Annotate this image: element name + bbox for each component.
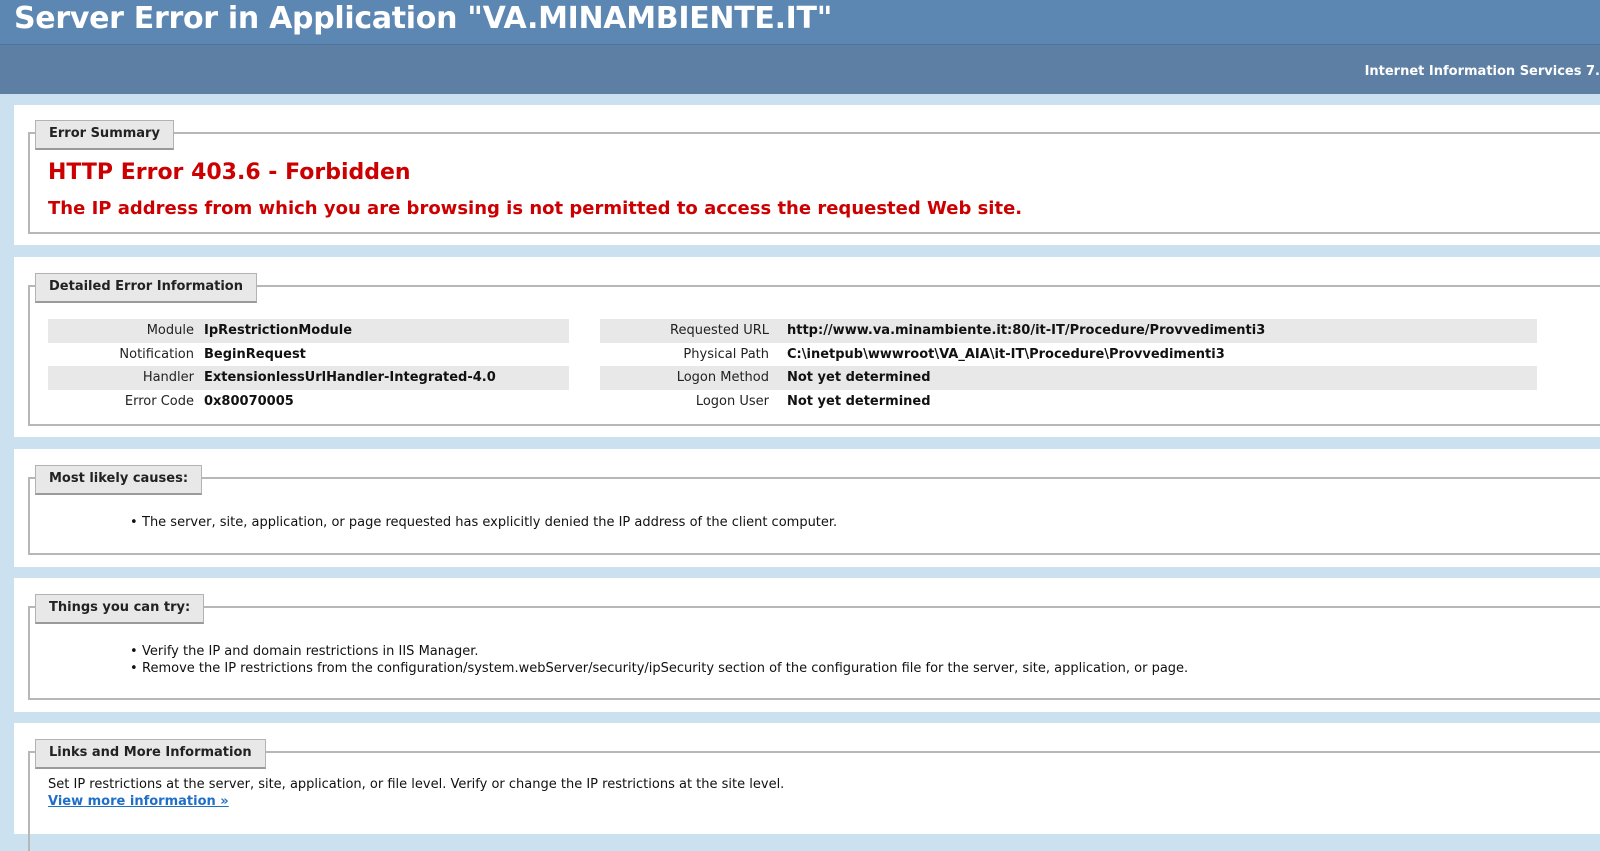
causes-legend: Most likely causes: — [35, 465, 202, 495]
detail-label: Logon User — [695, 393, 769, 409]
list-item: • The server, site, application, or page requested has explicitly denied the IP address of the client computer. — [130, 514, 837, 531]
sub-header — [0, 45, 1600, 94]
detail-row — [600, 390, 1537, 414]
detail-row — [48, 319, 569, 343]
error-summary-legend: Error Summary — [35, 120, 174, 150]
links-fieldset — [28, 745, 1600, 851]
error-title: HTTP Error 403.6 - Forbidden — [48, 160, 411, 185]
page-title: Server Error in Application "VA.MINAMBIENTE.IT" — [14, 1, 833, 36]
error-summary-fieldset — [28, 126, 1600, 234]
detail-label: Requested URL — [670, 323, 769, 338]
links-panel — [14, 723, 1600, 834]
detail-value: IpRestrictionModule — [204, 323, 353, 338]
detail-value: ExtensionlessUrlHandler-Integrated-4.0 — [204, 370, 496, 385]
tries-panel — [14, 578, 1600, 712]
list-item: • Verify the IP and domain restrictions in IIS Manager. — [130, 643, 1188, 660]
page-header — [0, 0, 1600, 45]
detailed-error-panel — [14, 257, 1600, 437]
detail-value: http://www.va.minambiente.it:80/it-IT/Procedure/Provvedimenti3 — [787, 323, 1266, 338]
detail-value: 0x80070005 — [204, 393, 294, 409]
detail-label: Handler — [142, 370, 194, 385]
detail-row — [600, 319, 1537, 343]
detail-value: Not yet determined — [787, 370, 931, 385]
detail-label: Module — [146, 323, 194, 338]
detail-row — [600, 343, 1537, 367]
product-label: Internet Information Services 7. — [1364, 64, 1600, 79]
detail-row — [600, 366, 1537, 390]
detail-row — [48, 366, 569, 390]
detail-label: Notification — [119, 346, 194, 362]
error-summary-panel — [14, 105, 1600, 245]
detail-label: Error Code — [124, 393, 194, 409]
detail-label: Logon Method — [676, 370, 769, 385]
detail-label: Physical Path — [683, 346, 769, 362]
detail-value: C:\inetpub\wwwroot\VA_AIA\it-IT\Procedure\Provvedimenti3 — [787, 346, 1225, 362]
causes-fieldset — [28, 471, 1600, 555]
detail-value: Not yet determined — [787, 393, 931, 409]
view-more-link[interactable]: View more information » — [48, 794, 229, 809]
tries-list — [130, 643, 1188, 677]
causes-panel — [14, 449, 1600, 567]
list-item: • Remove the IP restrictions from the configuration/system.webServer/security/ipSecurity section of the configuration file for the server, site, application, or page. — [130, 660, 1188, 677]
tries-fieldset — [28, 600, 1600, 700]
detailed-error-fieldset — [28, 279, 1600, 426]
detail-value: BeginRequest — [204, 346, 306, 362]
links-text: Set IP restrictions at the server, site, application, or file level. Verify or change the IP restrictions at the site level. — [48, 777, 785, 792]
detail-row — [48, 343, 569, 367]
detail-row — [48, 390, 569, 414]
detail-table-left — [48, 319, 569, 413]
detail-table-right — [600, 319, 1537, 413]
detailed-error-legend: Detailed Error Information — [35, 273, 257, 303]
error-message: The IP address from which you are browsing is not permitted to access the requested Web site. — [48, 198, 1023, 219]
links-legend: Links and More Information — [35, 739, 266, 769]
tries-legend: Things you can try: — [35, 594, 204, 624]
causes-list — [130, 514, 837, 531]
